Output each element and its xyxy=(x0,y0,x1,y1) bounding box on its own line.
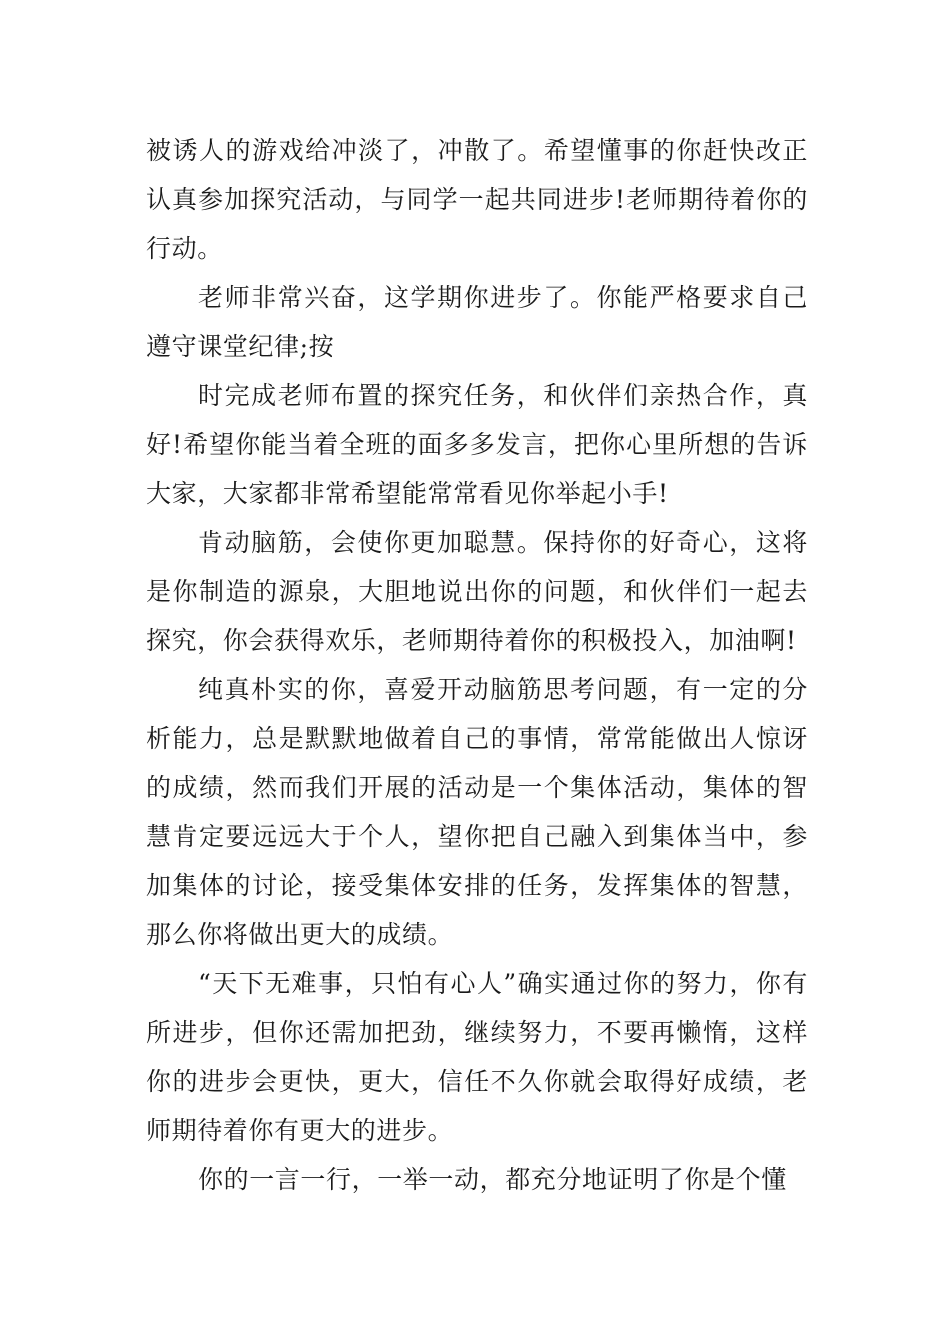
paragraph: 纯真朴实的你，喜爱开动脑筋思考问题，有一定的分析能力，总是默默地做着自己的事情，常常能做出人惊讶的成绩，然而我们开展的活动是一个集体活动，集体的智慧肯定要远远大于个人，望你把自己融入到集体当中，参加集体的讨论，接受集体安排的任务，发挥集体的智慧，那么你将做出更大的成绩。 xyxy=(146,675,808,949)
paragraph: “天下无难事，只怕有心人”确实通过你的努力，你有所进步，但你还需加把劲，继续努力，不要再懒惰，这样你的进步会更快，更大，信任不久你就会取得好成绩，老师期待着你有更大的进步。 xyxy=(146,969,808,1145)
paragraph: 老师非常兴奋，这学期你进步了。你能严格要求自己遵守课堂纪律;按 xyxy=(146,283,808,361)
paragraph: 时完成老师布置的探究任务，和伙伴们亲热合作，真好!希望你能当着全班的面多多发言，把你心里所想的告诉大家，大家都非常希望能常常看见你举起小手! xyxy=(146,381,808,508)
paragraph: 肯动脑筋，会使你更加聪慧。保持你的好奇心，这将是你制造的源泉，大胆地说出你的问题，和伙伴们一起去探究，你会获得欢乐，老师期待着你的积极投入，加油啊! xyxy=(146,528,808,655)
paragraph: 你的一言一行，一举一动，都充分地证明了你是个懂 xyxy=(198,1165,787,1194)
document-body xyxy=(146,126,808,1204)
paragraph: 被诱人的游戏给冲淡了，冲散了。希望懂事的你赶快改正认真参加探究活动，与同学一起共同进步!老师期待着你的行动。 xyxy=(146,136,808,263)
